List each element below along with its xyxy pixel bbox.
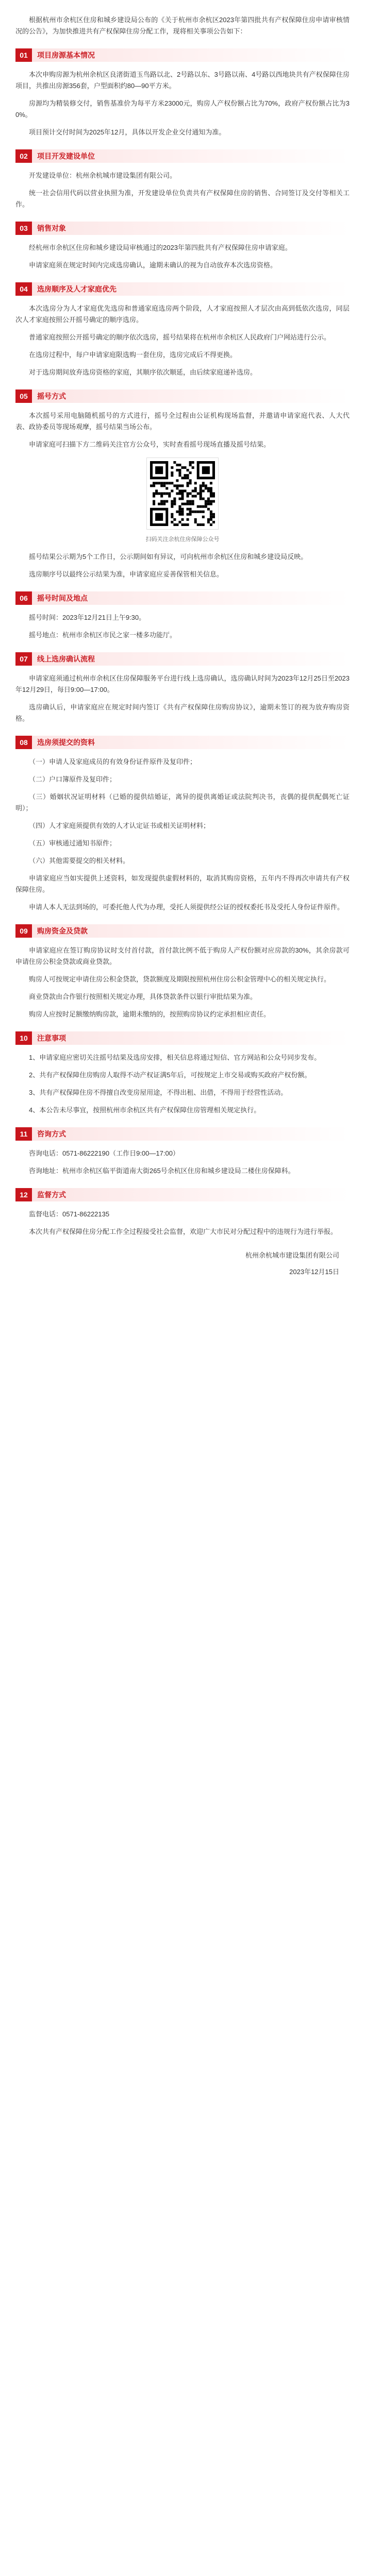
section-title: 监督方式 [37,1191,66,1199]
section-paragraph: 申请家庭应当如实提供上述资料，如发现提供虚假材料的，取消其购房资格，五年内不得再次申请共有产权保障住房。 [15,874,350,893]
section-heading [15,222,350,235]
section-title: 购房资金及贷款 [37,927,88,935]
section-paragraph: 3、共有产权保障住房不得擅自改变房屋用途，不得出租、出借，不得用于经营性活动。 [29,1089,288,1096]
section-number: 10 [15,1031,32,1045]
section-title: 项目开发建设单位 [37,152,95,160]
section-number: 11 [15,1127,32,1141]
signature-date: 2023年12月15日 [289,1268,339,1276]
section-number: 05 [15,389,32,403]
section-heading [15,924,350,938]
section-number: 09 [15,924,32,938]
section-paragraph: 经杭州市余杭区住房和城乡建设局审核通过的2023年第四批共有产权保障住房申请家庭。 [29,244,292,251]
section-title: 销售对象 [37,224,66,232]
section-paragraph: 对于选房期间放弃选房资格的家庭，其顺序依次顺延，由后续家庭递补选房。 [29,368,257,376]
section-paragraph: 选房确认后，申请家庭应在规定时间内签订《共有产权保障住房购房协议》，逾期未签订的视为放弃购房资格。 [15,703,350,722]
section-paragraph: （一）申请人及家庭成员的有效身份证件原件及复印件； [29,758,197,766]
section-paragraph: 本次选房分为人才家庭优先选房和普通家庭选房两个阶段，人才家庭按照人才层次由高到低依次选房，同层次人才家庭按照公开摇号确定的顺序选房。 [15,304,350,324]
qr-code-icon [146,457,219,530]
section-paragraph: 开发建设单位：杭州余杭城市建设集团有限公司。 [29,172,177,179]
section-title: 摇号方式 [37,392,66,400]
section-number: 03 [15,222,32,235]
section-paragraph: 申请家庭须通过杭州市余杭区住房保障服务平台进行线上选房确认，选房确认时间为2023年12月25日至2023年12月29日，每日9:00—17:00。 [15,674,350,693]
section-title: 线上选房确认流程 [37,655,95,663]
section-number: 06 [15,591,32,605]
section-paragraph: 购房人应按时足额缴纳购房款，逾期未缴纳的，按照购房协议约定承担相应责任。 [29,1010,271,1018]
section-paragraph: 统一社会信用代码以营业执照为准，开发建设单位负责共有产权保障住房的销售、合同签订及交付等相关工作。 [15,189,350,208]
qr-caption: 扫码关注余杭住房保障公众号 [145,536,220,543]
section-heading [15,1127,350,1141]
section-number: 01 [15,48,32,62]
intro-paragraph: 根据杭州市余杭区住房和城乡建设局公布的《关于杭州市余杭区2023年第四批共有产权保障住房申请审核情况的公告》，为加快推进共有产权保障住房分配工作，现将相关事项公告如下： [15,16,350,35]
section-heading [15,282,350,296]
section-heading [15,1188,350,1201]
section-paragraph: 本次摇号采用电脑随机摇号的方式进行，摇号全过程由公证机构现场监督，并邀请申请家庭代表、人大代表、政协委员等现场观摩，摇号结果当场公布。 [15,412,350,431]
section-paragraph: 摇号时间：2023年12月21日上午9:30。 [29,614,146,621]
section-title: 选房顺序及人才家庭优先 [37,285,117,293]
signature-org: 杭州余杭城市建设集团有限公司 [245,1251,339,1259]
section-paragraph: 摇号结果公示期为5个工作日，公示期间如有异议，可向杭州市余杭区住房和城乡建设局反映。 [29,553,308,561]
section-heading [15,389,350,403]
section-paragraph: 购房人可按规定申请住房公积金贷款，贷款额度及期限按照杭州住房公积金管理中心的相关规定执行。 [29,975,331,983]
section-number: 02 [15,149,32,163]
section-paragraph: 申请家庭须在规定时间内完成选房确认，逾期未确认的视为自动放弃本次选房资格。 [29,261,277,269]
qr-code-wrapper [15,457,350,530]
section-number: 12 [15,1188,32,1201]
section-heading [15,149,350,163]
section-heading [15,1031,350,1045]
section-title: 注意事项 [37,1034,66,1042]
section-paragraph: 本次申购房源为杭州余杭区良渚街道玉鸟路以北、2号路以东、3号路以南、4号路以西地块共有产权保障住房项目，共推出房源356套，户型面积约80—90平方米。 [15,71,350,90]
section-paragraph: 咨询地址：杭州市余杭区临平街道南大街265号余杭区住房和城乡建设局二楼住房保障科。 [29,1167,295,1175]
section-title: 选房须提交的资料 [37,738,95,747]
section-paragraph: （四）人才家庭须提供有效的人才认定证书或相关证明材料； [29,822,210,829]
section-paragraph: 普通家庭按照公开摇号确定的顺序依次选房，摇号结果将在杭州市余杭区人民政府门户网站进行公示。 [29,333,331,341]
section-number: 04 [15,282,32,296]
section-heading [15,652,350,666]
section-paragraph: 4、本公告未尽事宜，按照杭州市余杭区共有产权保障住房管理相关规定执行。 [29,1106,261,1114]
signature-block [15,1250,350,1278]
section-paragraph: 申请家庭可扫描下方二维码关注官方公众号，实时查看摇号现场直播及摇号结果。 [29,440,271,448]
section-heading [15,591,350,605]
section-title: 摇号时间及地点 [37,594,88,602]
section-paragraph: 监督电话：0571-86222135 [29,1210,110,1218]
section-paragraph: 房源均为精装修交付，销售基准价为每平方米23000元，购房人产权份额占比为70%，政府产权份额占比为30%。 [15,99,350,118]
section-paragraph: 项目预计交付时间为2025年12月，具体以开发企业交付通知为准。 [29,128,226,136]
section-paragraph: （二）户口簿原件及复印件； [29,775,117,783]
section-paragraph: 申请家庭应在签订购房协议时支付首付款，首付款比例不低于购房人产权份额对应房款的30%，其余房款可申请住房公积金贷款或商业贷款。 [15,946,350,965]
section-paragraph: 本次共有产权保障住房分配工作全过程接受社会监督，欢迎广大市民对分配过程中的违规行为进行举报。 [29,1228,338,1235]
section-number: 08 [15,736,32,749]
section-paragraph: （五）审核通过通知书原件； [29,839,117,847]
section-paragraph: 申请人本人无法到场的，可委托他人代为办理，受托人须提供经公证的授权委托书及受托人身份证件原件。 [29,903,344,911]
section-paragraph: （六）其他需要提交的相关材料。 [29,857,130,865]
section-heading [15,736,350,749]
section-paragraph: （三）婚姻状况证明材料（已婚的提供结婚证，离异的提供离婚证或法院判决书，丧偶的提供配偶死亡证明）； [15,793,350,812]
article-sections [15,48,350,1238]
section-paragraph: 咨询电话：0571-86222190（工作日9:00—17:00） [29,1149,179,1157]
section-paragraph: 在选房过程中，每户申请家庭限选购一套住房，选房完成后不得更换。 [29,351,237,359]
section-paragraph: 商业贷款由合作银行按照相关规定办理，具体贷款条件以银行审批结果为准。 [29,993,257,1001]
section-number: 07 [15,652,32,666]
section-title: 项目房源基本情况 [37,51,95,59]
section-paragraph: 2、共有产权保障住房购房人取得不动产权证满5年后，可按规定上市交易或购买政府产权份额。 [29,1071,311,1079]
section-paragraph: 1、申请家庭应密切关注摇号结果及选房安排，相关信息将通过短信、官方网站和公众号同步发布。 [29,1054,321,1061]
section-paragraph: 选房顺序号以最终公示结果为准，申请家庭应妥善保管相关信息。 [29,570,224,578]
section-title: 咨询方式 [37,1130,66,1138]
section-paragraph: 摇号地点：杭州市余杭区市民之家一楼多功能厅。 [29,631,177,639]
section-heading [15,48,350,62]
